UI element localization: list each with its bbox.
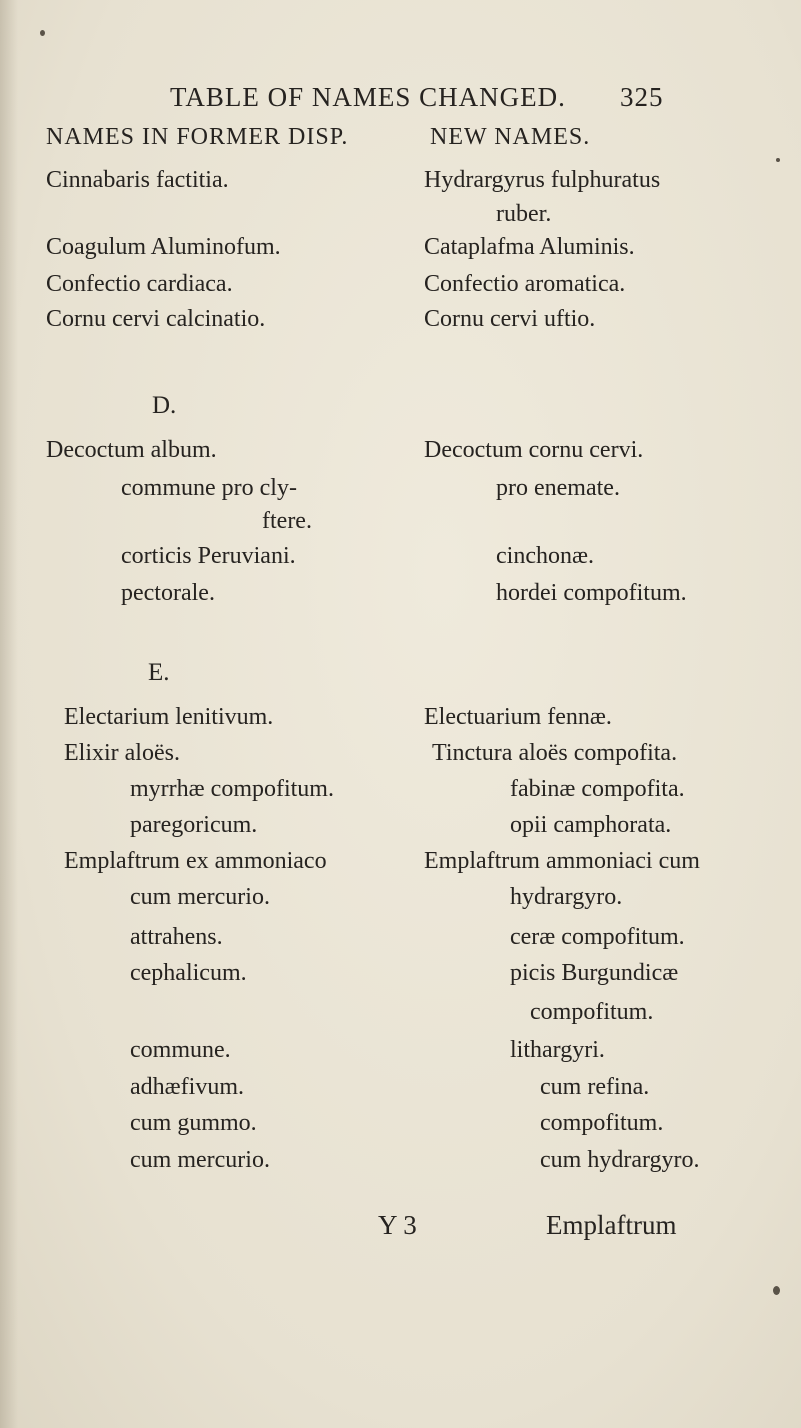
left-entry: commune pro cly- xyxy=(121,475,297,501)
right-entry: Decoctum cornu cervi. xyxy=(424,437,644,463)
left-entry: Electarium lenitivum. xyxy=(64,704,274,730)
left-entry: Elixir aloës. xyxy=(64,740,180,766)
left-entry: Decoctum album. xyxy=(46,437,217,463)
ink-speck xyxy=(776,158,780,162)
right-entry: ruber. xyxy=(496,201,552,227)
right-entry: fabinæ compofita. xyxy=(510,776,685,802)
right-entry: cum refina. xyxy=(540,1074,650,1100)
left-entry: cum mercurio. xyxy=(130,884,270,910)
left-entry: attrahens. xyxy=(130,924,223,950)
left-entry: Cornu cervi calcinatio. xyxy=(46,306,266,332)
left-entry: Coagulum Aluminofum. xyxy=(46,234,281,260)
left-entry: adhæfivum. xyxy=(130,1074,244,1100)
right-entry: opii camphorata. xyxy=(510,812,672,838)
right-entry: Confectio aromatica. xyxy=(424,271,626,297)
left-entry: Cinnabaris factitia. xyxy=(46,167,229,193)
left-entry: cum mercurio. xyxy=(130,1147,270,1173)
left-column-heading: NAMES IN FORMER DISP. xyxy=(46,124,349,150)
right-entry: lithargyri. xyxy=(510,1037,605,1063)
catchword: Emplaftrum xyxy=(546,1210,677,1240)
right-entry: picis Burgundicæ xyxy=(510,960,679,986)
right-entry: cinchonæ. xyxy=(496,543,594,569)
right-entry: pro enemate. xyxy=(496,475,620,501)
right-entry: cum hydrargyro. xyxy=(540,1147,700,1173)
left-entry: pectorale. xyxy=(121,580,215,606)
right-column-heading: NEW NAMES. xyxy=(430,124,591,150)
left-entry: cum gummo. xyxy=(130,1110,257,1136)
running-title: TABLE OF NAMES CHANGED. xyxy=(170,82,566,112)
left-entry: cephalicum. xyxy=(130,960,247,986)
right-entry: Tinctura aloës compofita. xyxy=(432,740,678,766)
ink-speck xyxy=(40,30,45,36)
right-entry: Emplaftrum ammoniaci cum xyxy=(424,848,700,874)
left-entry: myrrhæ compofitum. xyxy=(130,776,334,802)
ink-speck xyxy=(773,1286,780,1295)
section-letter-e: E. xyxy=(148,659,170,686)
right-entry: Cataplafma Aluminis. xyxy=(424,234,635,260)
right-entry: Hydrargyrus fulphuratus xyxy=(424,167,661,193)
page-gutter-shadow xyxy=(0,0,18,1428)
signature-mark: Y 3 xyxy=(378,1210,417,1240)
right-entry: hydrargyro. xyxy=(510,884,623,910)
right-entry: Electuarium fennæ. xyxy=(424,704,612,730)
left-entry: Emplaftrum ex ammoniaco xyxy=(64,848,327,874)
left-entry: Confectio cardiaca. xyxy=(46,271,233,297)
page-number: 325 xyxy=(620,82,664,112)
right-entry: Cornu cervi uftio. xyxy=(424,306,596,332)
right-entry: hordei compofitum. xyxy=(496,580,687,606)
left-entry: ftere. xyxy=(262,508,312,534)
right-entry: ceræ compofitum. xyxy=(510,924,685,950)
right-entry: compofitum. xyxy=(540,1110,664,1136)
section-letter-d: D. xyxy=(152,392,177,419)
left-entry: commune. xyxy=(130,1037,231,1063)
left-entry: corticis Peruviani. xyxy=(121,543,296,569)
left-entry: paregoricum. xyxy=(130,812,258,838)
right-entry: compofitum. xyxy=(530,999,654,1025)
